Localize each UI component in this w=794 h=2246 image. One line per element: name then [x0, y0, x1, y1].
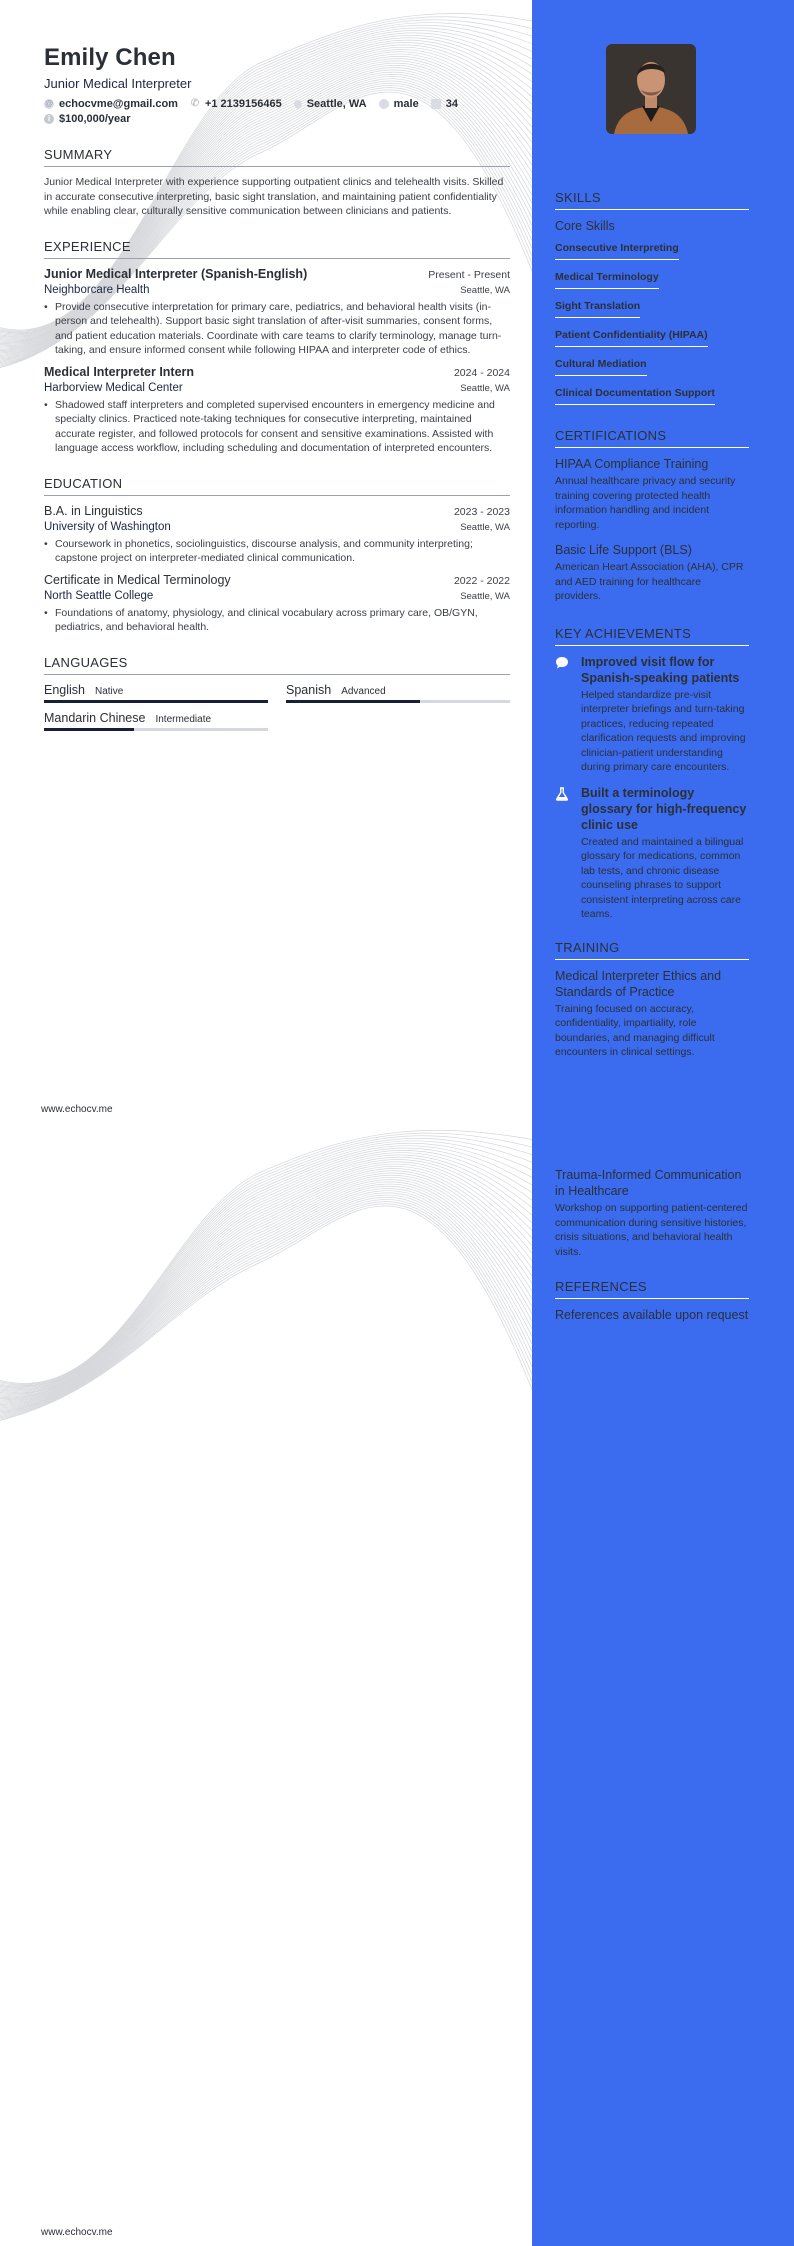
sidebar-column	[555, 190, 749, 1060]
info-icon: i	[44, 114, 54, 124]
training-text: Training focused on accuracy, confidentiality, impartiality, role boundaries, and managing difficult encounters in clinical settings.	[555, 1002, 715, 1058]
gender-item	[379, 98, 419, 110]
email-item[interactable]	[44, 98, 178, 110]
profile-photo	[606, 44, 696, 134]
job-location: Seattle, WA	[460, 382, 510, 394]
achievement-title: Improved visit flow for Spanish-speaking patients	[581, 654, 740, 685]
school-name: North Seattle College	[44, 589, 154, 602]
phone-text: +1 2139156465	[204, 98, 282, 110]
salary-text: $100,000/year	[59, 113, 131, 125]
job-date: 2024 - 2024	[453, 366, 510, 379]
job-bullet: • Provide consecutive interpretation for primary care, pediatrics, and behavioral health visits (in-person and telehealth). Support basic sight translation of after-visit summaries, consent forms, and patient education materials. Coordinate with care teams to clarify terminology, manage turn-taking, and ensure informed consent while following HIPAA and interpreter code of ethics.	[44, 300, 510, 358]
training-item	[555, 1167, 749, 1259]
language-level: Native	[95, 685, 124, 697]
language-item	[44, 683, 268, 703]
contact-info	[44, 98, 510, 125]
degree-date: 2023 - 2023	[453, 505, 510, 518]
school-location: Seattle, WA	[460, 590, 510, 602]
calendar-icon	[431, 99, 441, 109]
skill-item: Sight Translation	[555, 300, 640, 318]
job-location: Seattle, WA	[460, 284, 510, 296]
certification-item	[555, 542, 749, 604]
language-name: English	[44, 682, 85, 697]
language-bar	[44, 728, 268, 731]
certification-text: American Heart Association (AHA), CPR and AED training for healthcare providers.	[555, 561, 744, 602]
job-title: Junior Medical Interpreter (Spanish-English)	[44, 266, 308, 281]
gender-text: male	[393, 98, 419, 110]
flask-icon	[555, 785, 572, 922]
phone-item[interactable]	[190, 98, 282, 110]
chat-bubble-icon	[555, 654, 572, 775]
skill-item: Cultural Mediation	[555, 358, 647, 376]
summary-heading: SUMMARY	[44, 147, 510, 167]
age-text: 34	[445, 98, 458, 110]
skill-item: Patient Confidentiality (HIPAA)	[555, 329, 708, 347]
job-bullet: • Shadowed staff interpreters and completed supervised encounters in emergency medicine and specialty clinics. Practiced note-taking techniques for consecutive interpreting, maintained accurate register, and followed protocols for consent and sensitive examinations. Assisted with language access workflow, including scheduling and documentation of interpreted encounters.	[44, 398, 510, 456]
language-name: Mandarin Chinese	[44, 710, 146, 725]
resume-page-2	[0, 1123, 794, 2246]
footer-website[interactable]: www.echocv.me	[41, 2227, 113, 2238]
footer-website[interactable]: www.echocv.me	[41, 1104, 113, 1115]
training-heading: TRAINING	[555, 940, 749, 960]
language-level: Intermediate	[155, 713, 212, 725]
job-title: Medical Interpreter Intern	[44, 364, 195, 379]
degree-title: Certificate in Medical Terminology	[44, 572, 231, 587]
language-item	[286, 683, 510, 703]
email-icon: @	[45, 99, 53, 108]
certification-item	[555, 456, 749, 532]
experience-heading: EXPERIENCE	[44, 239, 510, 259]
education-heading: EDUCATION	[44, 476, 510, 496]
language-name: Spanish	[286, 682, 332, 697]
achievement-item	[555, 654, 749, 775]
email-text: echocvme@gmail.com	[59, 98, 178, 110]
location-text: Seattle, WA	[306, 98, 367, 110]
certification-name: HIPAA Compliance Training	[555, 457, 709, 471]
candidate-role: Junior Medical Interpreter	[44, 76, 192, 91]
references-text: References available upon request	[555, 1308, 749, 1322]
skills-heading: SKILLS	[555, 190, 749, 210]
training-name: Trauma-Informed Communication in Healthcare	[555, 1168, 742, 1198]
skills-group-title: Core Skills	[555, 219, 615, 233]
language-item	[44, 711, 268, 731]
wave-background	[0, 1123, 532, 1453]
certification-text: Annual healthcare privacy and security training covering protected health information handling and incident reporting.	[555, 475, 736, 531]
salary-item	[44, 113, 131, 125]
achievement-item	[555, 785, 749, 922]
language-bar-fill	[286, 700, 420, 703]
achievements-heading: KEY ACHIEVEMENTS	[555, 626, 749, 646]
age-item	[431, 98, 458, 110]
degree-date: 2022 - 2022	[453, 574, 510, 587]
location-pin-icon	[292, 98, 303, 109]
experience-entry	[44, 267, 510, 358]
job-employer: Neighborcare Health	[44, 283, 150, 296]
education-entry	[44, 504, 510, 566]
training-name: Medical Interpreter Ethics and Standards of Practice	[555, 968, 722, 999]
training-text: Workshop on supporting patient-centered communication during sensitive histories, crisis situations, and behavioral health visits.	[555, 1202, 748, 1258]
languages-list	[44, 683, 510, 731]
experience-entry	[44, 365, 510, 456]
languages-heading: LANGUAGES	[44, 655, 510, 675]
skill-item: Medical Terminology	[555, 271, 659, 289]
achievement-text: Helped standardize pre-visit interpreter briefings and turn-taking practices, reducing repeated clarification requests and improving clinician-patient understanding during primary care encounters.	[581, 688, 746, 773]
education-bullet: • Foundations of anatomy, physiology, and clinical vocabulary across primary care, OB/GYN, pediatrics, and behavioral health.	[44, 606, 510, 635]
job-employer: Harborview Medical Center	[44, 381, 183, 394]
training-item	[555, 968, 749, 1060]
language-bar-fill	[44, 728, 134, 731]
language-bar	[286, 700, 510, 703]
candidate-name: Emily Chen	[44, 44, 176, 71]
education-entry	[44, 573, 510, 635]
skills-list	[555, 238, 749, 412]
person-icon	[379, 99, 389, 109]
phone-icon: ✆	[190, 98, 200, 109]
language-bar-fill	[44, 700, 268, 703]
summary-text: Junior Medical Interpreter with experience supporting outpatient clinics and telehealth visits. Skilled in accurate consecutive interpreting, basic sight translation, and maintaining patient confidentiality while enabling clear, culturally sensitive communication between clinicians and patients.	[44, 176, 504, 217]
school-name: University of Washington	[44, 520, 171, 533]
location-item	[294, 98, 367, 110]
language-bar	[44, 700, 268, 703]
certifications-heading: CERTIFICATIONS	[555, 428, 749, 448]
sidebar-column	[555, 1167, 749, 1323]
main-column	[44, 44, 510, 731]
skill-item: Consecutive Interpreting	[555, 242, 679, 260]
school-location: Seattle, WA	[460, 521, 510, 533]
education-bullet: • Coursework in phonetics, sociolinguistics, discourse analysis, and community interpreting; capstone project on interpreter-mediated clinical communication.	[44, 537, 510, 566]
degree-title: B.A. in Linguistics	[44, 503, 143, 518]
achievement-text: Created and maintained a bilingual glossary for medications, common lab tests, and chronic disease counseling phrases to support consistent interpreting across care teams.	[581, 835, 744, 920]
language-level: Advanced	[341, 685, 386, 697]
references-heading: REFERENCES	[555, 1279, 749, 1299]
job-date: Present - Present	[428, 268, 510, 281]
achievement-title: Built a terminology glossary for high-frequency clinic use	[581, 785, 747, 832]
skill-item: Clinical Documentation Support	[555, 387, 715, 405]
certification-name: Basic Life Support (BLS)	[555, 543, 692, 557]
